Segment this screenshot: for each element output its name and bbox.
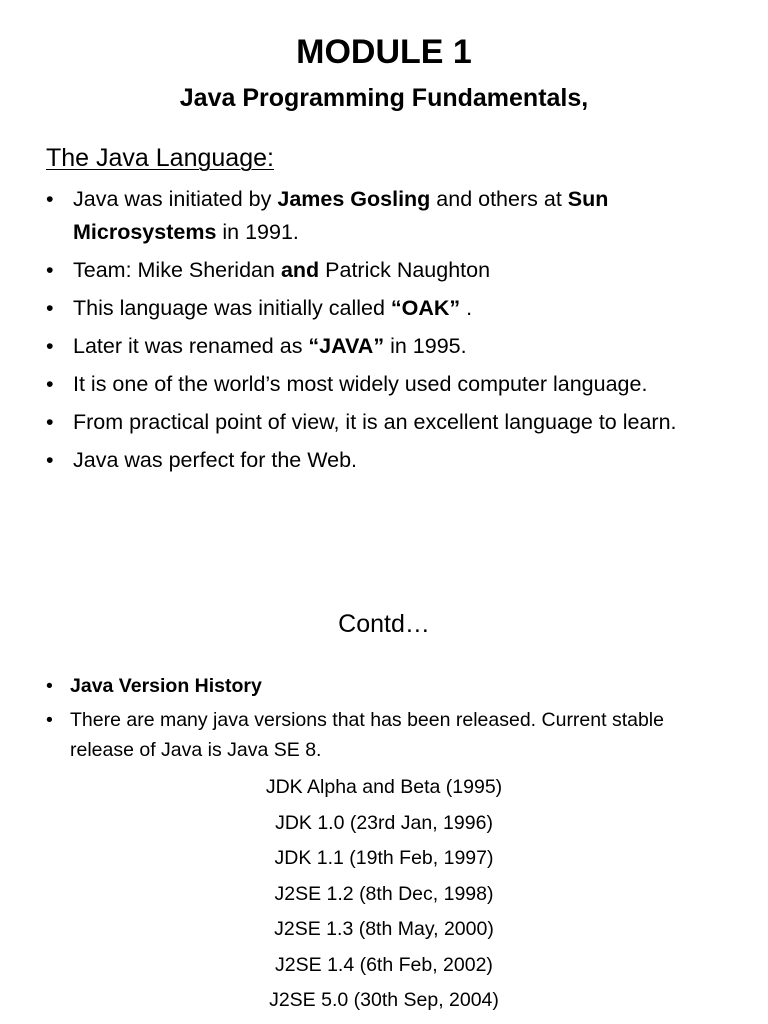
version-item: J2SE 1.4 (6th Feb, 2002) bbox=[275, 953, 493, 976]
bullet-bold-text: James Gosling bbox=[277, 187, 431, 211]
bullet-icon: • bbox=[46, 258, 54, 282]
bullet-bold-text: Sun Microsystems bbox=[73, 187, 609, 244]
bullet-icon: • bbox=[46, 448, 54, 472]
bullet-text: in 1991. bbox=[216, 220, 299, 244]
bullet-icon: • bbox=[46, 675, 53, 697]
java-versions-list bbox=[0, 770, 768, 1019]
bullet-text: Patrick Naughton bbox=[319, 258, 491, 282]
version-history-bullet-list bbox=[46, 671, 726, 769]
bullet-icon: • bbox=[46, 709, 53, 731]
bullet-text: Later it was renamed as bbox=[73, 334, 309, 358]
bullet-text: This language was initially called bbox=[73, 296, 391, 320]
list-item bbox=[46, 368, 726, 401]
list-item bbox=[46, 292, 726, 325]
list-item bbox=[46, 705, 726, 765]
bullet-text: in 1995. bbox=[384, 334, 467, 358]
list-item bbox=[46, 254, 726, 287]
bullet-text: Java was initiated by bbox=[73, 187, 278, 211]
bullet-text: From practical point of view, it is an excellent language to learn. bbox=[73, 410, 677, 434]
page-subtitle: Java Programming Fundamentals, bbox=[179, 84, 589, 112]
bullet-text: It is one of the world’s most widely used computer language. bbox=[73, 372, 648, 396]
bullet-bold-text: Java Version History bbox=[70, 675, 262, 697]
version-item: JDK Alpha and Beta (1995) bbox=[265, 776, 503, 798]
list-item bbox=[46, 406, 726, 439]
list-item bbox=[46, 671, 726, 701]
bullet-bold-text: “JAVA” bbox=[308, 334, 385, 358]
bullet-icon: • bbox=[46, 187, 54, 211]
list-item bbox=[46, 183, 726, 249]
bullet-bold-text: “OAK” bbox=[390, 296, 461, 320]
list-item bbox=[46, 330, 726, 363]
bullet-icon: • bbox=[46, 334, 54, 358]
bullet-icon: • bbox=[46, 410, 54, 434]
contd-heading: Contd… bbox=[338, 610, 430, 638]
bullet-text: and others at bbox=[430, 187, 568, 211]
version-item: J2SE 1.3 (8th May, 2000) bbox=[274, 918, 494, 940]
java-language-bullet-list bbox=[46, 183, 726, 482]
version-item: J2SE 1.2 (8th Dec, 1998) bbox=[274, 882, 494, 905]
bullet-text: There are many java versions that has been released. Current stable release of Java is Java SE 8. bbox=[70, 709, 664, 761]
section-heading: The Java Language: bbox=[46, 144, 274, 172]
list-item bbox=[46, 444, 726, 477]
version-item: JDK 1.0 (23rd Jan, 1996) bbox=[275, 811, 493, 834]
bullet-icon: • bbox=[46, 296, 54, 320]
bullet-bold-text: and bbox=[280, 258, 320, 282]
bullet-text: . bbox=[460, 296, 473, 320]
bullet-text: Team: Mike Sheridan bbox=[73, 258, 281, 282]
bullet-icon: • bbox=[46, 372, 54, 396]
page-title: MODULE 1 bbox=[296, 33, 472, 71]
version-item: J2SE 5.0 (30th Sep, 2004) bbox=[269, 989, 499, 1011]
version-item: JDK 1.1 (19th Feb, 1997) bbox=[274, 847, 494, 869]
bullet-text: Java was perfect for the Web. bbox=[73, 448, 358, 472]
